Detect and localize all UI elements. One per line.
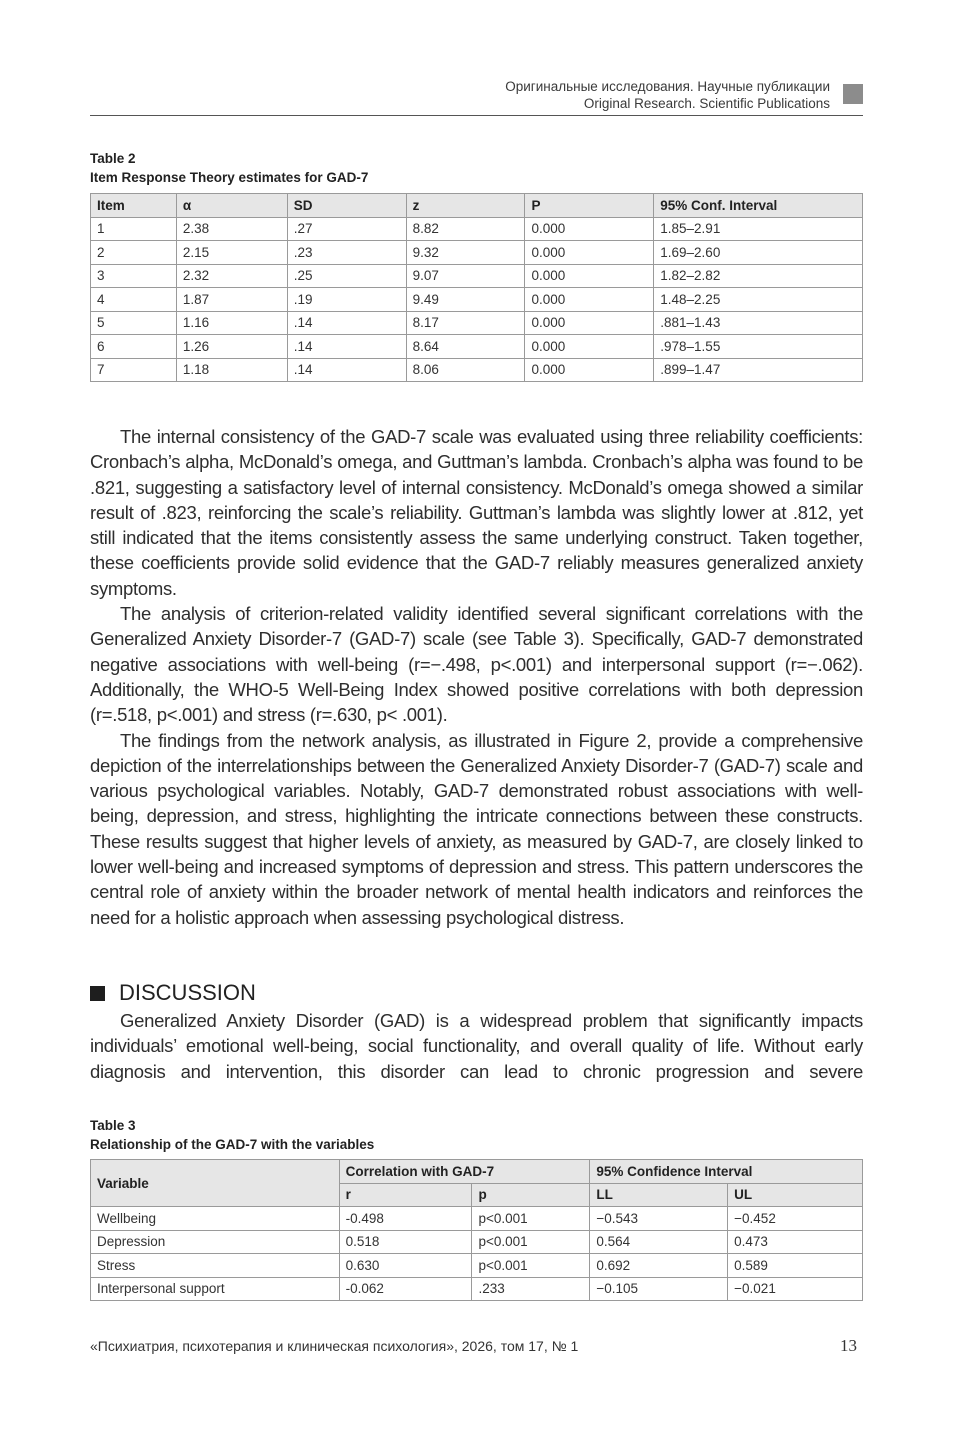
running-header xyxy=(440,78,830,112)
table-cell: 8.06 xyxy=(406,358,525,382)
table-cell: −0.021 xyxy=(728,1277,863,1301)
table-cell: 1.69–2.60 xyxy=(654,241,863,265)
table3 xyxy=(90,1159,863,1301)
journal-footer: «Психиатрия, психотерапия и клиническая психология», 2026, том 17, № 1 xyxy=(90,1338,579,1354)
table-cell: Stress xyxy=(91,1254,340,1278)
table2-caption xyxy=(90,149,368,187)
header-square-marker xyxy=(843,84,863,104)
table3-col-ll: LL xyxy=(590,1183,728,1207)
table2-col-alpha: α xyxy=(176,194,287,218)
table-row xyxy=(91,358,863,382)
table-cell: 3 xyxy=(91,264,177,288)
table-row xyxy=(91,335,863,359)
table-row xyxy=(91,1230,863,1254)
table-row xyxy=(91,1277,863,1301)
table-cell: 1 xyxy=(91,217,177,241)
section-square-icon xyxy=(90,986,105,1001)
table3-label: Table 3 xyxy=(90,1118,136,1133)
table2-col-item: Item xyxy=(91,194,177,218)
table3-col-ul: UL xyxy=(728,1183,863,1207)
table-cell: 9.32 xyxy=(406,241,525,265)
table-cell: 0.692 xyxy=(590,1254,728,1278)
table2-col-ci: 95% Conf. Interval xyxy=(654,194,863,218)
table-cell: .899–1.47 xyxy=(654,358,863,382)
running-header-ru: Оригинальные исследования. Научные публикации xyxy=(505,79,830,94)
table-row xyxy=(91,217,863,241)
table-cell: 1.26 xyxy=(176,335,287,359)
table-cell: 0.000 xyxy=(525,241,654,265)
table2-col-z: z xyxy=(406,194,525,218)
table-row xyxy=(91,1207,863,1231)
table-cell: p<0.001 xyxy=(472,1207,590,1231)
table-row xyxy=(91,241,863,265)
table-cell: .19 xyxy=(287,288,406,312)
table3-group-ci: 95% Confidence Interval xyxy=(590,1160,863,1184)
table-cell: 2.15 xyxy=(176,241,287,265)
table-cell: 1.16 xyxy=(176,311,287,335)
table3-col-variable: Variable xyxy=(91,1160,340,1207)
paragraph-validity: The analysis of criterion-related validity identified several significant correlations with the Generalized Anxiety Disorder-7 (GAD-7) scale (see Table 3). Specifically, GAD-7 demonstrated negative associations with well-being (r=−.498, p<.001) and interpersonal support (r=−.062). Additionally, the WHO-5 Well-Being Index showed positive correlations with both depression (r=.518, p<.001) and stress (r=.630, p< .001). xyxy=(90,603,863,726)
table-cell: .14 xyxy=(287,311,406,335)
paragraph-reliability: The internal consistency of the GAD-7 scale was evaluated using three reliability coefficients: Cronbach’s alpha, McDonald’s omega, and Guttman’s lambda. Cronbach’s alpha was found to be .821, suggesting a satisfactory level of internal consistency. McDonald’s omega showed a similar result of .823, reinforcing the scale’s reliability. Guttman’s lambda was slightly lower at .812, yet still indicated that the items consistently assess the same underlying construct. Taken together, these coefficients provide solid evidence that the GAD-7 reliably measures generalized anxiety symptoms. xyxy=(90,426,863,599)
discussion-text xyxy=(90,1008,863,1084)
table3-col-r: r xyxy=(339,1183,472,1207)
table-cell: .23 xyxy=(287,241,406,265)
table2-col-p: P xyxy=(525,194,654,218)
results-text xyxy=(90,424,863,930)
table3-caption xyxy=(90,1116,374,1154)
table-cell: 0.630 xyxy=(339,1254,472,1278)
table-cell: 1.82–2.82 xyxy=(654,264,863,288)
table-cell: Interpersonal support xyxy=(91,1277,340,1301)
table-cell: .14 xyxy=(287,358,406,382)
table-row xyxy=(91,1254,863,1278)
table-cell: Wellbeing xyxy=(91,1207,340,1231)
table-cell: 8.17 xyxy=(406,311,525,335)
table-cell: 8.64 xyxy=(406,335,525,359)
table-cell: .25 xyxy=(287,264,406,288)
discussion-heading xyxy=(90,980,256,1006)
table2-label: Table 2 xyxy=(90,151,136,166)
table3-title: Relationship of the GAD-7 with the variables xyxy=(90,1137,375,1152)
table-cell: 0.564 xyxy=(590,1230,728,1254)
table-cell: 9.49 xyxy=(406,288,525,312)
table-cell: 0.000 xyxy=(525,311,654,335)
table-cell: Depression xyxy=(91,1230,340,1254)
table-cell: 1.85–2.91 xyxy=(654,217,863,241)
table-cell: 1.87 xyxy=(176,288,287,312)
table-cell: 1.48–2.25 xyxy=(654,288,863,312)
table-cell: 9.07 xyxy=(406,264,525,288)
table-cell: 0.000 xyxy=(525,358,654,382)
table-cell: −0.543 xyxy=(590,1207,728,1231)
table-cell: .978–1.55 xyxy=(654,335,863,359)
table-cell: 8.82 xyxy=(406,217,525,241)
table-cell: .27 xyxy=(287,217,406,241)
table-row xyxy=(91,264,863,288)
table-cell: -0.498 xyxy=(339,1207,472,1231)
table3-col-p: p xyxy=(472,1183,590,1207)
table-cell: 0.000 xyxy=(525,217,654,241)
table-cell: 0.000 xyxy=(525,335,654,359)
paragraph-network: The findings from the network analysis, as illustrated in Figure 2, provide a comprehensive depiction of the interrelationships between the Generalized Anxiety Disorder-7 (GAD-7) scale and various psychological variables. Notably, GAD-7 demonstrated robust associations with well-being, depression, and stress, highlighting the intricate connections between these constructs. These results suggest that higher levels of anxiety, as measured by GAD-7, are closely linked to lower well-being and increased symptoms of depression and stress. This pattern underscores the central role of anxiety within the broader network of mental health indicators and reinforces the need for a holistic approach when assessing psychological distress. xyxy=(90,729,863,928)
table-cell: p<0.001 xyxy=(472,1230,590,1254)
table-cell: 0.000 xyxy=(525,264,654,288)
table-cell: 2.38 xyxy=(176,217,287,241)
table-cell: -0.062 xyxy=(339,1277,472,1301)
table3-header-row-1 xyxy=(91,1160,863,1184)
table-cell: −0.105 xyxy=(590,1277,728,1301)
table-cell: 1.18 xyxy=(176,358,287,382)
page-number: 13 xyxy=(840,1336,857,1355)
table-cell: 5 xyxy=(91,311,177,335)
table2-col-sd: SD xyxy=(287,194,406,218)
table3-group-correlation: Correlation with GAD-7 xyxy=(339,1160,590,1184)
table-cell: 0.000 xyxy=(525,288,654,312)
discussion-heading-text: DISCUSSION xyxy=(119,980,256,1005)
table-cell: −0.452 xyxy=(728,1207,863,1231)
table-cell: .14 xyxy=(287,335,406,359)
table-row xyxy=(91,311,863,335)
table-cell: p<0.001 xyxy=(472,1254,590,1278)
table-row xyxy=(91,288,863,312)
table-cell: 4 xyxy=(91,288,177,312)
paragraph-discussion: Generalized Anxiety Disorder (GAD) is a widespread problem that significantly impacts individuals’ emotional well-being, social functionality, and overall quality of life. Without early diagnosis and intervention, this disorder can lead to chronic progression and severe xyxy=(90,1010,863,1082)
table2-title: Item Response Theory estimates for GAD-7 xyxy=(90,170,369,185)
table-cell: .881–1.43 xyxy=(654,311,863,335)
table-cell: 6 xyxy=(91,335,177,359)
table2-header-row xyxy=(91,194,863,218)
header-rule xyxy=(90,115,863,116)
table-cell: 7 xyxy=(91,358,177,382)
table-cell: 0.589 xyxy=(728,1254,863,1278)
table-cell: 0.518 xyxy=(339,1230,472,1254)
running-header-en: Original Research. Scientific Publications xyxy=(583,96,830,111)
table2 xyxy=(90,193,863,382)
table-cell: 2 xyxy=(91,241,177,265)
table-cell: .233 xyxy=(472,1277,590,1301)
table-cell: 2.32 xyxy=(176,264,287,288)
table-cell: 0.473 xyxy=(728,1230,863,1254)
